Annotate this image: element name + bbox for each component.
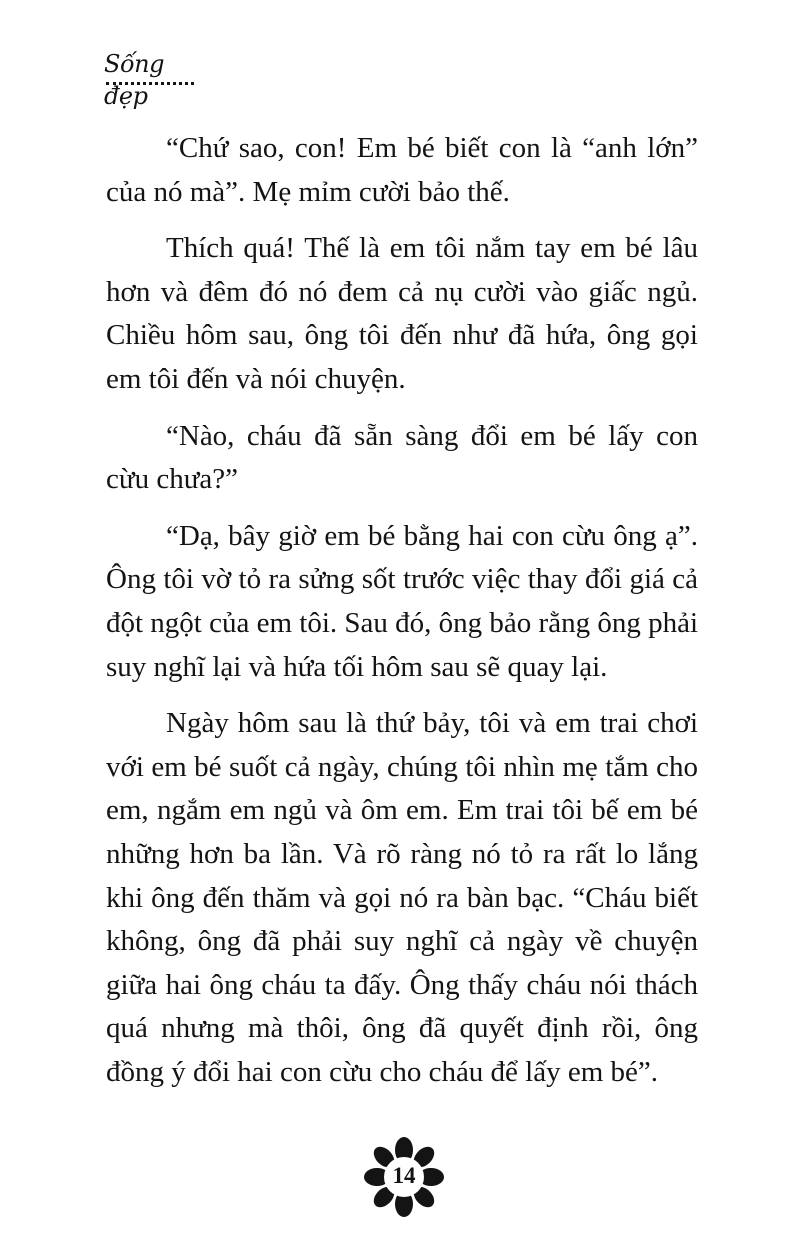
running-header-dotted-rule	[106, 82, 194, 85]
paragraph-4: “Dạ, bây giờ em bé bằng hai con cừu ông ạ”. Ông tôi vờ tỏ ra sửng sốt trước việc thay đổi giá cả đột ngột của em tôi. Sau đó, ông bảo rằng ông phải suy nghĩ lại và hứa tối hôm sau sẽ quay lại.	[106, 519, 698, 683]
page-body	[106, 127, 698, 1107]
paragraph-3: “Nào, cháu đã sẵn sàng đổi em bé lấy con cừu chưa?”	[106, 419, 698, 496]
running-header	[104, 48, 204, 110]
paragraph-1: “Chứ sao, con! Em bé biết con là “anh lớn” của nó mà”. Mẹ mỉm cười bảo thế.	[106, 132, 698, 208]
running-header-title: Sống đẹp	[104, 50, 164, 110]
paragraph-2: Thích quá! Thế là em tôi nắm tay em bé lâu hơn và đêm đó nó đem cả nụ cười vào giấc ngủ. Chiều hôm sau, ông tôi đến như đã hứa, ông gọi em tôi đến và nói chuyện.	[106, 232, 698, 395]
page-number-ornament	[364, 1137, 444, 1217]
page-number: 14	[392, 1163, 416, 1188]
paragraph-5: Ngày hôm sau là thứ bảy, tôi và em trai chơi với em bé suốt cả ngày, chúng tôi nhìn mẹ tắm cho em, ngắm em ngủ và ôm em. Em trai tôi bế em bé những hơn ba lần. Và rõ ràng nó tỏ ra rất lo lắng khi ông đến thăm và gọi nó ra bàn bạc. “Cháu biết không, ông đã phải suy nghĩ cả ngày về chuyện giữa hai ông cháu ta đấy. Ông thấy cháu nói thách quá nhưng mà thôi, ông đã quyết định rồi, ông đồng ý đổi hai con cừu cho cháu để lấy em bé”.	[106, 707, 698, 1088]
